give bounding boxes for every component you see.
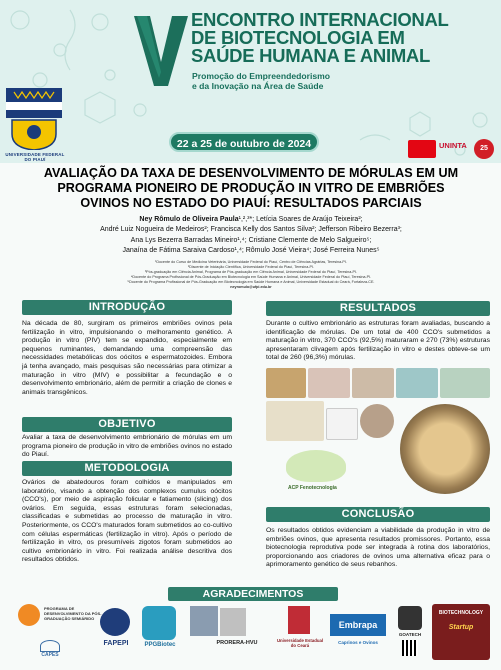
section-heading-objetivo: OBJETIVO bbox=[22, 417, 232, 432]
metodologia-text: Ovários de abatedouros foram colhidos e manipulados em laboratório, visando a obtenção dos complexos cumulus oócitos (CCO's), por meio de aspiração folicular e fatiamento (slicing) dos ovários. Em seguida, essas estruturas foram selecionadas, classificadas e submetidas ao processo de maturação in vitro. Posteriormente, os CCO's maturados foram submetidos ao co-cultivo com células espermáticas (fertilização in vitro). Após o período de fertilização in vitro, os presumíveis zigotos foram submetidos ao cultivo embrionário in vitro. Foi realizada análise descritiva dos resultados obtidos. bbox=[22, 479, 232, 564]
event-subtitle-line: Promoção do Empreendedorismo bbox=[192, 71, 331, 81]
figure-caption: ACP Fenotecnologia bbox=[288, 485, 337, 491]
section-heading-agradecimentos: AGRADECIMENTOS bbox=[168, 587, 338, 601]
sheep-illustration bbox=[266, 401, 324, 441]
affiliation-line: ¹Docente do Curso de Medicina Veterinária, Universidade Federal do Piauí, Centro de Ciências Agrárias, Teresina-PI. bbox=[155, 260, 347, 264]
author-list bbox=[24, 215, 478, 257]
sheep-photo bbox=[266, 368, 306, 398]
author-line: André Luiz Nogueira de Medeiros²; Francisca Kelly dos Santos Silva²; Jefferson Ribeiro Bezerra³; bbox=[100, 226, 402, 234]
section-heading-conclusao: CONCLUSÃO bbox=[266, 507, 490, 522]
ovaries-photo bbox=[308, 368, 350, 398]
biotech-title: BIOTECHNOLOGY bbox=[438, 610, 484, 616]
uninta-icon bbox=[408, 140, 436, 158]
introducao-text: Na década de 80, surgiram os primeiros embriões ovinos pela fertilização in vitro, impulsionando o melhoramento genético. A produção in vitro (PIV) tem se expandido, especialmente em pequenos ruminantes, demandando uma compreensão das necessidades metabólicas dos oócitos e espermatozoides. Embora já tenha avançado, mais pesquisas são necessárias para otimizar a maturação in vitro (MIV) e possibilitar a fecundação e o desenvolvimento embrionário, além de permitir a criação de clones e animais transgênicos. bbox=[22, 320, 232, 396]
goat-icon bbox=[398, 606, 422, 630]
section-heading-introducao: INTRODUÇÃO bbox=[22, 300, 232, 315]
lab-photo bbox=[396, 368, 438, 398]
sponsor-logos bbox=[408, 136, 498, 162]
uece-icon bbox=[288, 606, 310, 634]
prfgt-icon bbox=[190, 606, 218, 636]
capes-icon bbox=[40, 640, 60, 652]
fapepi-logo: FAPEPI bbox=[103, 640, 129, 647]
tube-photo bbox=[326, 408, 358, 440]
lead-author: Ney Rômulo de Oliveira Paula bbox=[139, 216, 239, 223]
affiliation-line: ³Pós-graduação em Ciência Animal, Programa de Pós-graduação em Ciência Animal, Universidade Federal do Piauí, Teresina-PI. bbox=[144, 270, 358, 274]
event-numeral-logo bbox=[134, 16, 188, 86]
morula-micrograph bbox=[400, 404, 490, 494]
affiliation-line: ²Discente de Iniciação Científica, Universidade Federal do Piauí, Teresina-PI. bbox=[188, 265, 314, 269]
event-title-line: ENCONTRO INTERNACIONAL bbox=[191, 9, 449, 30]
embrapa-subtitle: Caprinos e Ovinos bbox=[338, 640, 378, 645]
ufpi-crest-logo bbox=[6, 88, 62, 150]
conclusao-text: Os resultados obtidos evidenciam a viabilidade da produção in vitro de embriões ovinos, que apresenta resultados promissores. Portanto, essa biotecnologia reprodutiva pode ser integrada à rotina dos laboratórios, proporcionando aos criadores de ovinos uma alternativa eficaz para o aprimoramento genético de seus rebanhos. bbox=[266, 527, 490, 569]
results-figure bbox=[266, 368, 490, 501]
author-line: Janaína de Fátima Saraiva Cardoso¹,⁴; Rômulo José Vieira⁴; José Ferreira Nunes⁵ bbox=[122, 247, 380, 255]
resultados-text: Durante o cultivo embrionário as estruturas foram avaliadas, buscando a identificação de mórulas. De um total de 400 CCO's submetidos a maturação in vitro, 370 CCO's (92,5%) maturaram e 270 (73%) estruturas apresentaram clivagem após fertilização in vitro e destes obteve-se um total de 260 (96,3%) mórulas. bbox=[266, 320, 490, 362]
sponsor-name: UNINTA bbox=[439, 141, 467, 150]
section-heading-resultados: RESULTADOS bbox=[266, 301, 490, 316]
section-heading-metodologia: METODOLOGIA bbox=[22, 461, 232, 476]
university-name: UNIVERSIDADE FEDERAL DO PIAUÍ bbox=[5, 152, 65, 162]
paper-title bbox=[14, 166, 488, 211]
uece-logo: Universidade Estadual do Ceará bbox=[276, 638, 324, 648]
author-line: Ana Lys Bezerra Barradas Mineiro¹,⁴; Cristiane Clemente de Melo Salgueiro⁵; bbox=[130, 236, 372, 244]
author-line: ¹,²,³*; Letícia Soares de Araújo Teixeira²; bbox=[238, 216, 363, 223]
sponsor-logo-strip bbox=[10, 602, 494, 666]
flask-photo bbox=[440, 368, 490, 398]
affiliation-line: ⁴Docente do Programa Profissional de Pós-Graduação em Biotecnologia em Saúde Humana e Animal, Universidade Federal do Piauí, Teresina-PI. bbox=[130, 275, 372, 279]
ppgbiotec-logo: PPGBiotec bbox=[144, 642, 176, 648]
ppgbiotec-icon bbox=[142, 606, 176, 640]
biotech-subtitle: Startup bbox=[448, 624, 474, 631]
paper-title-line: AVALIAÇÃO DA TAXA DE DESENVOLVIMENTO DE MÓRULAS EM UM bbox=[43, 166, 459, 180]
prorera-icon bbox=[220, 608, 246, 636]
contact-email: neyromulo@ufpi.edu.br bbox=[230, 285, 272, 289]
capes-logo: CAPES bbox=[41, 652, 59, 658]
ovaries-photo bbox=[352, 368, 394, 398]
goatech-logo: GOATECH bbox=[398, 632, 422, 637]
paper-title-line: PROGRAMA PIONEIRO DE PRODUÇÃO IN VITRO DE EMBRIÕES bbox=[57, 181, 445, 195]
event-title-line: DE BIOTECNOLOGIA EM bbox=[191, 27, 405, 48]
objetivo-text: Avaliar a taxa de desenvolvimento embrionário de mórulas em um programa pioneiro de produção in vitro de embriões ovinos no estado do Piauí. bbox=[22, 434, 232, 459]
prorera-logo: PRORERA-HVU bbox=[216, 640, 258, 646]
paper-title-line: OVINOS NO ESTADO DO PIAUÍ: RESULTADOS PARCIAIS bbox=[80, 196, 422, 210]
event-banner bbox=[0, 0, 501, 163]
biotech-startup-badge bbox=[432, 604, 490, 660]
oocyte-micrograph bbox=[360, 404, 394, 438]
semiarido-icon bbox=[18, 604, 40, 626]
event-title bbox=[191, 11, 491, 65]
acp-logo bbox=[286, 450, 346, 482]
event-date: 22 a 25 de outubro de 2024 bbox=[169, 132, 319, 152]
qr-code-icon bbox=[402, 640, 418, 656]
affiliations bbox=[24, 260, 478, 290]
affiliation-line: ⁵Docente do Programa Profissional de Pós-Graduação em Biotecnologia em Saúde Humana e Animal, Universidade Estadual do Ceará, Fortaleza-CE. bbox=[127, 280, 375, 284]
anniversary-badge: 25 bbox=[474, 139, 494, 159]
embrapa-logo: Embrapa bbox=[330, 614, 386, 636]
event-subtitle bbox=[192, 71, 491, 91]
event-subtitle-line: e da Inovação na Área de Saúde bbox=[192, 81, 324, 91]
event-title-line: SAÚDE HUMANA E ANIMAL bbox=[191, 45, 430, 66]
semiarido-logo: PROGRAMA DE DESENVOLVIMENTO DA PÓS-GRADUAÇÃO SEMIÁRIDO bbox=[44, 606, 102, 621]
fapepi-icon bbox=[100, 608, 130, 636]
